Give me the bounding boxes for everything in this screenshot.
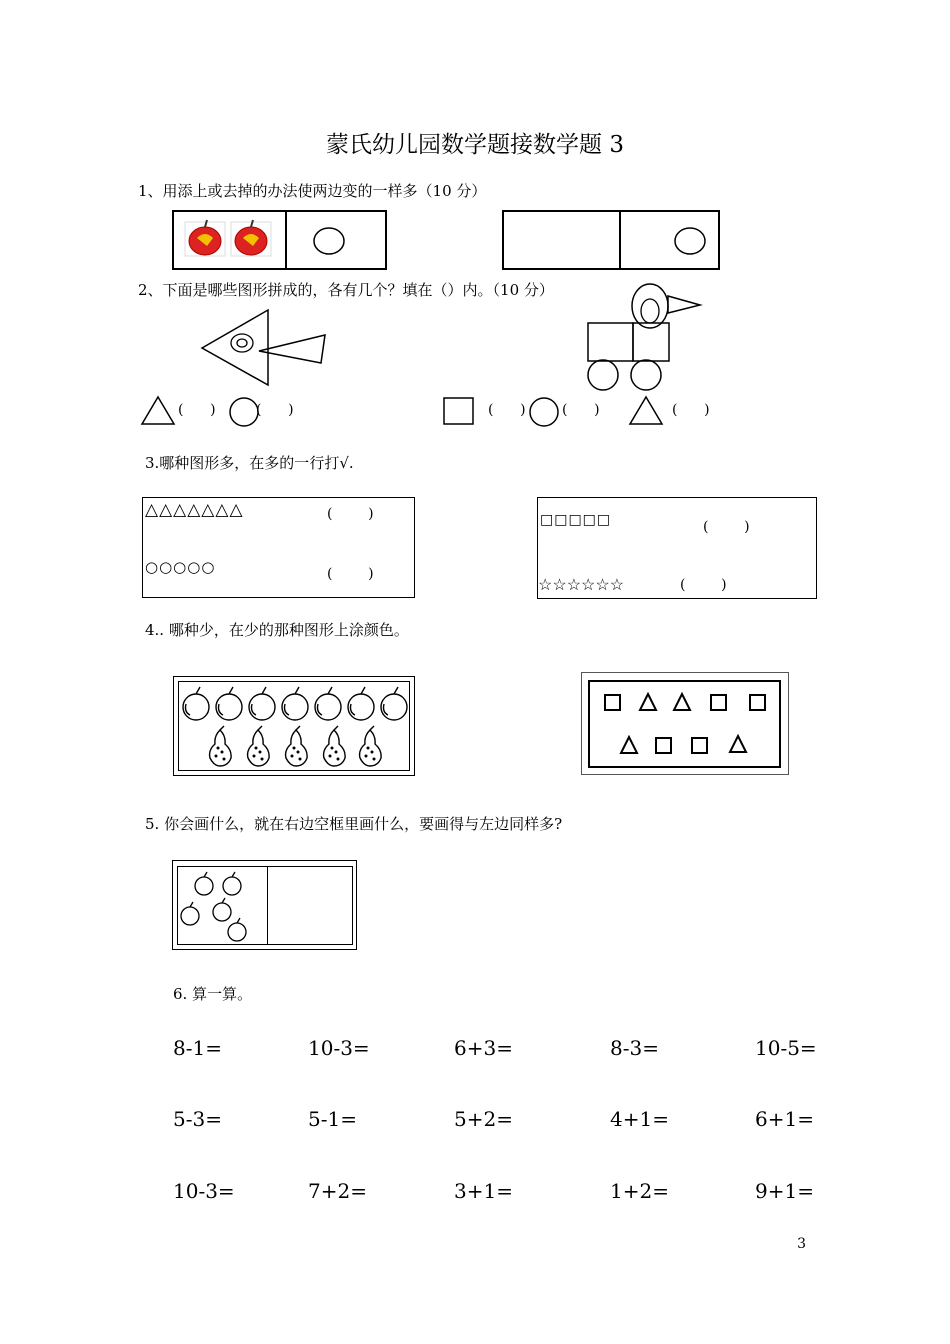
- answer-paren[interactable]: ( ): [256, 402, 294, 418]
- q1-apples-picture: [185, 216, 275, 262]
- answer-paren[interactable]: ( ): [562, 402, 600, 418]
- answer-paren[interactable]: ( ): [680, 577, 727, 593]
- square-row: □□□□□: [540, 512, 612, 528]
- apple-icon: [249, 687, 275, 720]
- apple-icon: [348, 687, 374, 720]
- triangle-shape: [674, 694, 690, 710]
- pear-icon: [360, 726, 382, 766]
- calc-problem[interactable]: 8-1=: [173, 1036, 222, 1060]
- apple-icon: [282, 687, 308, 720]
- circle-row: ○○○○○: [145, 558, 216, 576]
- apple-icon: [228, 918, 246, 941]
- q5-apples-picture: [180, 868, 265, 944]
- circle-shape: [528, 396, 562, 428]
- question-3-text: 3.哪种图形多，在多的一行打√.: [145, 454, 354, 472]
- apple-icon: [231, 220, 271, 256]
- triangle-row: △△△△△△△: [145, 500, 244, 520]
- apples-and-pears-picture: [180, 684, 410, 770]
- calc-problem[interactable]: 5-1=: [308, 1107, 357, 1131]
- squares-and-triangles-picture: [590, 682, 780, 766]
- triangle-shape: [640, 694, 656, 710]
- square-shape: [442, 396, 476, 426]
- duck-figure: [580, 280, 710, 395]
- calc-problem[interactable]: 10-3=: [173, 1179, 235, 1203]
- question-2-text: 2、下面是哪些图形拼成的，各有几个？填在（）内。（10 分）: [138, 281, 554, 299]
- calc-problem[interactable]: 9+1=: [755, 1179, 814, 1203]
- q1-left-divider: [285, 210, 287, 270]
- square-shape: [656, 738, 671, 753]
- page-number: 3: [797, 1236, 806, 1252]
- apple-icon: [315, 687, 341, 720]
- calc-problem[interactable]: 4+1=: [610, 1107, 669, 1131]
- pear-icon: [286, 726, 308, 766]
- page-title: 蒙氏幼儿园数学题接数学题 3: [326, 132, 624, 158]
- triangle-shape: [628, 395, 664, 427]
- triangle-shape: [730, 736, 746, 752]
- calc-problem[interactable]: 5+2=: [454, 1107, 513, 1131]
- calc-problem[interactable]: 3+1=: [454, 1179, 513, 1203]
- apple-icon: [216, 687, 242, 720]
- answer-paren[interactable]: ( ): [178, 402, 216, 418]
- apple-icon: [213, 898, 231, 921]
- answer-paren[interactable]: ( ): [488, 402, 526, 418]
- answer-paren[interactable]: ( ): [703, 519, 750, 535]
- circle-shape: [673, 226, 709, 256]
- calc-problem[interactable]: 8-3=: [610, 1036, 659, 1060]
- question-6-text: 6. 算一算。: [173, 985, 253, 1003]
- pear-icon: [248, 726, 270, 766]
- calc-problem[interactable]: 6+1=: [755, 1107, 814, 1131]
- answer-paren[interactable]: ( ): [327, 566, 374, 582]
- apple-icon: [183, 687, 209, 720]
- question-4-text: 4.. 哪种少，在少的那种图形上涂颜色。: [145, 621, 409, 639]
- calc-problem[interactable]: 1+2=: [610, 1179, 669, 1203]
- q1-right-divider: [619, 210, 621, 270]
- answer-paren[interactable]: ( ): [327, 506, 374, 522]
- square-shape: [605, 695, 620, 710]
- apple-icon: [185, 220, 225, 256]
- calc-problem[interactable]: 5-3=: [173, 1107, 222, 1131]
- star-row: ☆☆☆☆☆☆: [538, 575, 625, 594]
- calc-problem[interactable]: 6+3=: [454, 1036, 513, 1060]
- calc-problem[interactable]: 10-5=: [755, 1036, 817, 1060]
- circle-shape: [312, 226, 348, 256]
- apple-icon: [223, 872, 241, 895]
- pear-icon: [324, 726, 346, 766]
- question-1-text: 1、用添上或去掉的办法使两边变的一样多（10 分）: [138, 182, 487, 200]
- square-shape: [750, 695, 765, 710]
- answer-paren[interactable]: ( ): [672, 402, 710, 418]
- triangle-shape: [140, 395, 176, 427]
- question-5-text: 5. 你会画什么，就在右边空框里画什么，要画得与左边同样多?: [145, 815, 563, 833]
- apple-icon: [195, 872, 213, 895]
- apple-icon: [381, 687, 407, 720]
- calc-problem[interactable]: 7+2=: [308, 1179, 367, 1203]
- square-shape: [711, 695, 726, 710]
- triangle-shape: [621, 737, 637, 753]
- pear-icon: [210, 726, 232, 766]
- q5-divider: [267, 866, 269, 945]
- apple-icon: [181, 902, 199, 925]
- square-shape: [692, 738, 707, 753]
- triangle-fish-figure: [195, 305, 335, 390]
- calc-problem[interactable]: 10-3=: [308, 1036, 370, 1060]
